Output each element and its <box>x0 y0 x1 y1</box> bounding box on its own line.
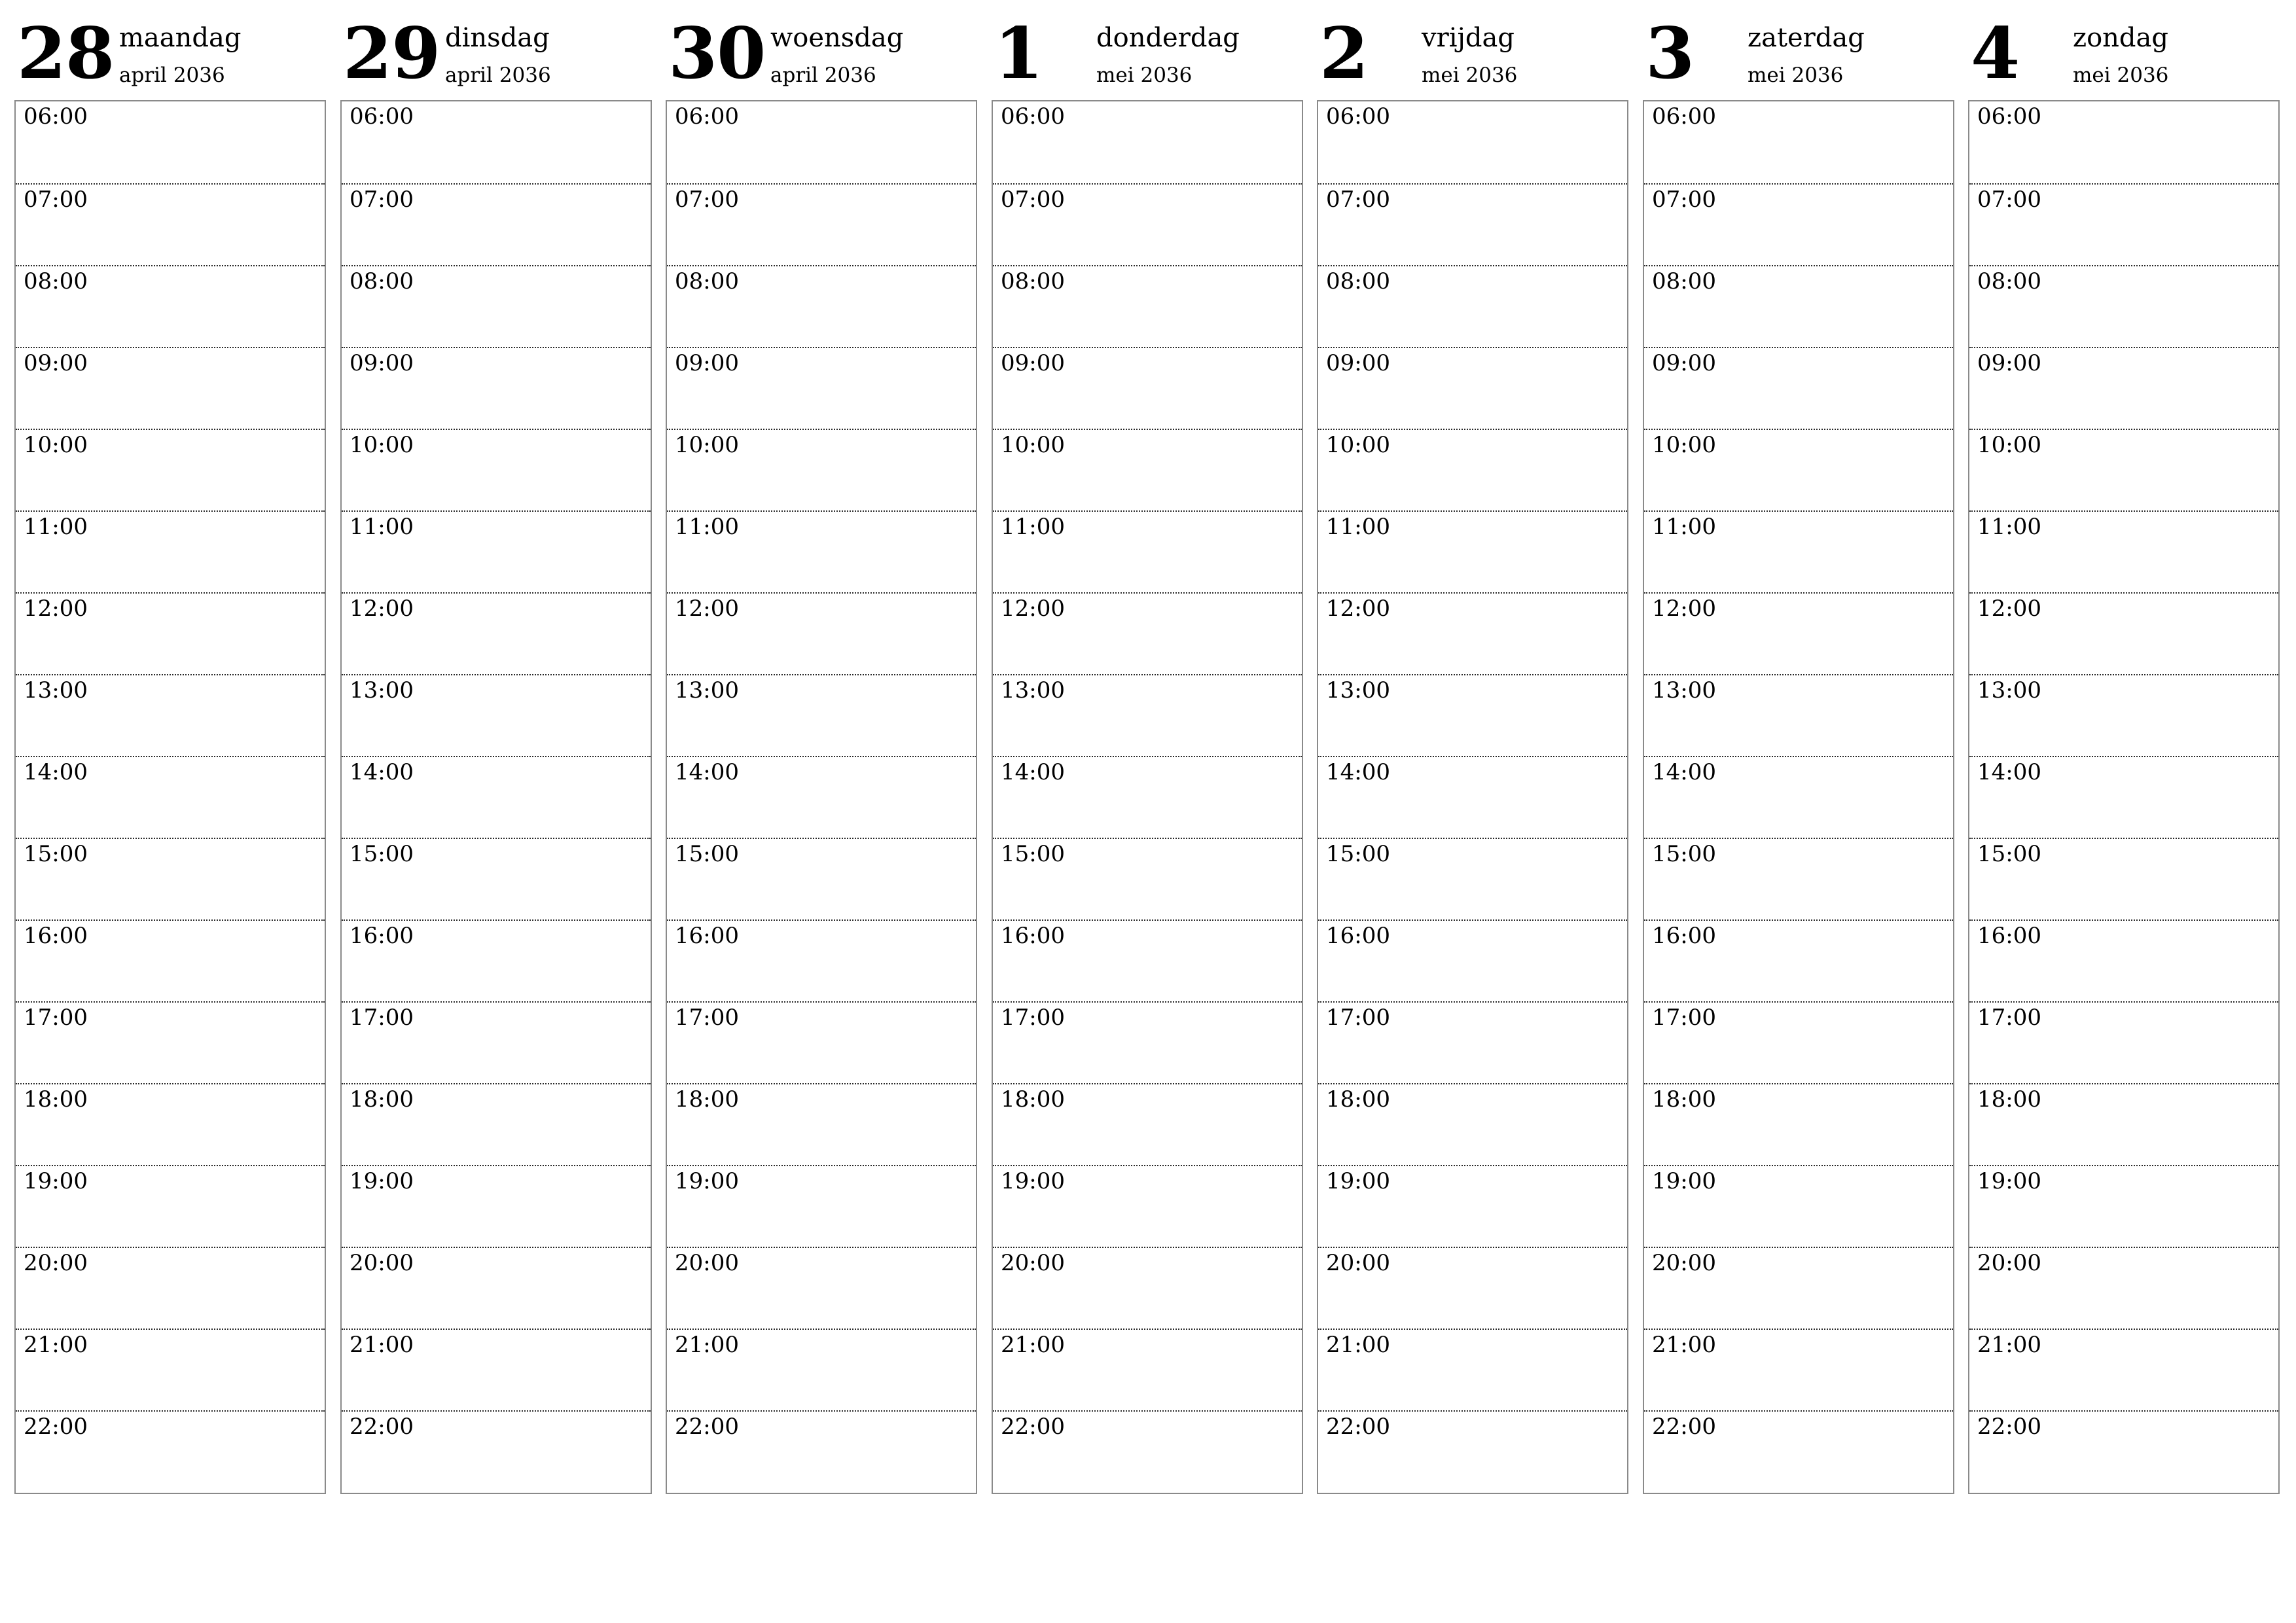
hour-slot[interactable] <box>16 347 325 429</box>
hour-label: 08:00 <box>1326 268 1390 294</box>
hour-slot[interactable] <box>342 756 651 838</box>
hour-slot[interactable] <box>1969 1083 2278 1165</box>
hour-slot[interactable] <box>667 1083 976 1165</box>
hour-label: 21:00 <box>675 1332 739 1358</box>
hour-slot[interactable] <box>1969 429 2278 510</box>
hour-label: 19:00 <box>1652 1168 1716 1194</box>
day-number: 28 <box>17 12 115 95</box>
hour-label: 06:00 <box>675 103 739 130</box>
hour-slot[interactable] <box>342 1410 651 1492</box>
hour-slot[interactable] <box>1644 265 1953 347</box>
hour-label: 20:00 <box>350 1250 414 1276</box>
hour-label: 17:00 <box>1326 1005 1390 1031</box>
hour-label: 21:00 <box>350 1332 414 1358</box>
hour-label: 17:00 <box>24 1005 88 1031</box>
hour-slot[interactable] <box>667 919 976 1001</box>
hour-label: 22:00 <box>350 1414 414 1440</box>
hour-slot[interactable] <box>1644 756 1953 838</box>
hour-label: 10:00 <box>24 432 88 458</box>
hour-label: 09:00 <box>350 350 414 376</box>
hour-label: 22:00 <box>1001 1414 1065 1440</box>
hour-slot[interactable] <box>667 592 976 674</box>
hour-slot[interactable] <box>1644 674 1953 756</box>
hour-label: 07:00 <box>1001 187 1065 213</box>
hour-label: 17:00 <box>350 1005 414 1031</box>
hour-slot[interactable] <box>16 510 325 592</box>
hour-slot[interactable] <box>993 919 1302 1001</box>
hour-slot[interactable] <box>342 1247 651 1329</box>
hour-label: 22:00 <box>24 1414 88 1440</box>
hour-label: 06:00 <box>1326 103 1390 130</box>
hour-label: 19:00 <box>675 1168 739 1194</box>
hour-slot[interactable] <box>1969 1329 2278 1410</box>
hour-label: 15:00 <box>1652 841 1716 867</box>
hour-slot[interactable] <box>1969 674 2278 756</box>
hour-slot[interactable] <box>1318 265 1627 347</box>
hour-slot[interactable] <box>667 1001 976 1083</box>
hour-label: 11:00 <box>1001 514 1065 540</box>
hour-slot[interactable] <box>667 756 976 838</box>
month-year: mei 2036 <box>1422 63 1518 87</box>
weekday-name: donderdag <box>1096 23 1240 53</box>
hour-slot[interactable] <box>667 1247 976 1329</box>
hour-slot[interactable] <box>667 674 976 756</box>
hour-slot[interactable] <box>1318 1247 1627 1329</box>
hour-label: 12:00 <box>24 596 88 622</box>
hour-label: 21:00 <box>1652 1332 1716 1358</box>
hour-label: 13:00 <box>1652 677 1716 704</box>
hour-slot[interactable] <box>1644 510 1953 592</box>
hour-slot[interactable] <box>1969 838 2278 919</box>
hour-slot[interactable] <box>667 510 976 592</box>
hour-label: 21:00 <box>24 1332 88 1358</box>
hour-label: 22:00 <box>1326 1414 1390 1440</box>
hour-label: 08:00 <box>1652 268 1716 294</box>
hour-label: 20:00 <box>1326 1250 1390 1276</box>
hour-slot[interactable] <box>342 429 651 510</box>
hour-label: 14:00 <box>1001 759 1065 785</box>
hour-label: 11:00 <box>350 514 414 540</box>
hour-slot[interactable] <box>1644 1410 1953 1492</box>
hour-slot[interactable] <box>993 674 1302 756</box>
hour-slot[interactable] <box>16 1165 325 1247</box>
hour-slot[interactable] <box>1318 919 1627 1001</box>
hour-slot[interactable] <box>16 265 325 347</box>
hour-label: 11:00 <box>1652 514 1716 540</box>
month-year: mei 2036 <box>1096 63 1193 87</box>
hour-slot[interactable] <box>667 183 976 265</box>
day-header <box>1968 0 2280 98</box>
day-header <box>1317 0 1628 98</box>
hour-label: 11:00 <box>675 514 739 540</box>
hour-label: 10:00 <box>675 432 739 458</box>
hour-label: 12:00 <box>1326 596 1390 622</box>
hour-label: 07:00 <box>1652 187 1716 213</box>
hour-label: 08:00 <box>24 268 88 294</box>
hour-slot[interactable] <box>1644 1247 1953 1329</box>
hour-slot[interactable] <box>993 1165 1302 1247</box>
hour-label: 13:00 <box>24 677 88 704</box>
hour-slot[interactable] <box>1644 429 1953 510</box>
hour-label: 11:00 <box>24 514 88 540</box>
hour-label: 18:00 <box>1652 1086 1716 1113</box>
hour-label: 12:00 <box>1977 596 2041 622</box>
hour-label: 18:00 <box>1001 1086 1065 1113</box>
hour-label: 10:00 <box>1326 432 1390 458</box>
hour-label: 06:00 <box>1001 103 1065 130</box>
hour-slot[interactable] <box>16 838 325 919</box>
hour-slot[interactable] <box>342 1001 651 1083</box>
month-year: april 2036 <box>445 63 551 87</box>
hour-label: 06:00 <box>1652 103 1716 130</box>
hour-label: 07:00 <box>24 187 88 213</box>
hour-slot[interactable] <box>342 838 651 919</box>
hour-label: 18:00 <box>24 1086 88 1113</box>
day-number: 2 <box>1319 12 1369 95</box>
hour-slot[interactable] <box>1318 1410 1627 1492</box>
hour-slot[interactable] <box>342 510 651 592</box>
hour-label: 12:00 <box>1652 596 1716 622</box>
hour-slot[interactable] <box>667 429 976 510</box>
hour-label: 19:00 <box>350 1168 414 1194</box>
hour-label: 12:00 <box>675 596 739 622</box>
hour-slot[interactable] <box>342 592 651 674</box>
hour-slot[interactable] <box>1644 1329 1953 1410</box>
weekday-name: zondag <box>2073 23 2168 53</box>
hour-slot[interactable] <box>1318 429 1627 510</box>
hour-slot[interactable] <box>1318 1329 1627 1410</box>
hour-label: 15:00 <box>1977 841 2041 867</box>
hour-slot[interactable] <box>1318 756 1627 838</box>
hour-slot[interactable] <box>1318 183 1627 265</box>
hour-slot[interactable] <box>342 183 651 265</box>
hour-label: 22:00 <box>1652 1414 1716 1440</box>
hour-label: 15:00 <box>675 841 739 867</box>
hour-grid <box>666 100 977 1494</box>
hour-slot[interactable] <box>1969 1001 2278 1083</box>
hour-slot[interactable] <box>1318 1083 1627 1165</box>
hour-slot[interactable] <box>342 674 651 756</box>
hour-label: 07:00 <box>1326 187 1390 213</box>
hour-label: 15:00 <box>350 841 414 867</box>
hour-grid <box>1317 100 1628 1494</box>
hour-label: 07:00 <box>675 187 739 213</box>
hour-slot[interactable] <box>1318 347 1627 429</box>
hour-slot[interactable] <box>993 1083 1302 1165</box>
hour-grid <box>992 100 1303 1494</box>
hour-slot[interactable] <box>993 347 1302 429</box>
hour-slot[interactable] <box>993 1247 1302 1329</box>
hour-label: 13:00 <box>350 677 414 704</box>
hour-label: 08:00 <box>1001 268 1065 294</box>
hour-grid <box>340 100 652 1494</box>
hour-slot[interactable] <box>16 183 325 265</box>
hour-label: 16:00 <box>1977 923 2041 949</box>
weekly-planner <box>14 0 2292 1505</box>
day-number: 4 <box>1971 12 2020 95</box>
day-header <box>14 0 326 98</box>
hour-slot[interactable] <box>1644 592 1953 674</box>
hour-slot[interactable] <box>993 510 1302 592</box>
hour-slot[interactable] <box>993 429 1302 510</box>
hour-label: 14:00 <box>350 759 414 785</box>
hour-slot[interactable] <box>16 1001 325 1083</box>
hour-label: 19:00 <box>1001 1168 1065 1194</box>
hour-label: 18:00 <box>350 1086 414 1113</box>
hour-slot[interactable] <box>16 429 325 510</box>
hour-slot[interactable] <box>1644 1001 1953 1083</box>
hour-label: 09:00 <box>24 350 88 376</box>
hour-slot[interactable] <box>16 674 325 756</box>
hour-slot[interactable] <box>993 838 1302 919</box>
hour-grid <box>14 100 326 1494</box>
hour-slot[interactable] <box>1644 1165 1953 1247</box>
hour-slot[interactable] <box>1318 101 1627 183</box>
weekday-name: dinsdag <box>445 23 550 53</box>
weekday-name: woensdag <box>770 23 904 53</box>
hour-slot[interactable] <box>16 919 325 1001</box>
hour-slot[interactable] <box>1318 1001 1627 1083</box>
hour-label: 16:00 <box>1652 923 1716 949</box>
hour-label: 19:00 <box>1326 1168 1390 1194</box>
hour-slot[interactable] <box>993 1410 1302 1492</box>
hour-slot[interactable] <box>1969 919 2278 1001</box>
month-year: mei 2036 <box>1748 63 1844 87</box>
hour-slot[interactable] <box>16 592 325 674</box>
hour-slot[interactable] <box>1318 510 1627 592</box>
hour-label: 14:00 <box>1326 759 1390 785</box>
hour-label: 09:00 <box>1001 350 1065 376</box>
hour-grid <box>1643 100 1954 1494</box>
hour-label: 06:00 <box>350 103 414 130</box>
hour-slot[interactable] <box>16 101 325 183</box>
hour-label: 15:00 <box>24 841 88 867</box>
hour-slot[interactable] <box>342 101 651 183</box>
hour-label: 17:00 <box>1652 1005 1716 1031</box>
weekday-name: zaterdag <box>1748 23 1865 53</box>
hour-slot[interactable] <box>993 1001 1302 1083</box>
hour-slot[interactable] <box>1644 101 1953 183</box>
hour-slot[interactable] <box>1969 183 2278 265</box>
hour-label: 12:00 <box>1001 596 1065 622</box>
hour-label: 15:00 <box>1326 841 1390 867</box>
hour-slot[interactable] <box>667 1165 976 1247</box>
hour-label: 19:00 <box>1977 1168 2041 1194</box>
hour-slot[interactable] <box>1644 347 1953 429</box>
hour-slot[interactable] <box>1644 1083 1953 1165</box>
hour-label: 17:00 <box>1001 1005 1065 1031</box>
hour-slot[interactable] <box>16 756 325 838</box>
hour-slot[interactable] <box>1318 674 1627 756</box>
hour-label: 07:00 <box>1977 187 2041 213</box>
hour-label: 20:00 <box>1652 1250 1716 1276</box>
hour-label: 09:00 <box>1652 350 1716 376</box>
hour-label: 14:00 <box>1977 759 2041 785</box>
hour-label: 16:00 <box>1001 923 1065 949</box>
hour-label: 18:00 <box>1326 1086 1390 1113</box>
hour-slot[interactable] <box>1644 919 1953 1001</box>
hour-slot[interactable] <box>993 265 1302 347</box>
hour-slot[interactable] <box>1969 1247 2278 1329</box>
hour-label: 20:00 <box>24 1250 88 1276</box>
hour-label: 10:00 <box>1652 432 1716 458</box>
hour-label: 11:00 <box>1326 514 1390 540</box>
hour-label: 09:00 <box>675 350 739 376</box>
hour-slot[interactable] <box>993 101 1302 183</box>
hour-label: 09:00 <box>1326 350 1390 376</box>
hour-slot[interactable] <box>342 347 651 429</box>
weekday-name: vrijdag <box>1422 23 1515 53</box>
hour-slot[interactable] <box>1969 756 2278 838</box>
hour-slot[interactable] <box>1969 510 2278 592</box>
hour-label: 16:00 <box>350 923 414 949</box>
weekday-name: maandag <box>119 23 242 53</box>
hour-slot[interactable] <box>1644 183 1953 265</box>
hour-label: 12:00 <box>350 596 414 622</box>
hour-slot[interactable] <box>342 919 651 1001</box>
hour-label: 06:00 <box>1977 103 2041 130</box>
hour-label: 10:00 <box>350 432 414 458</box>
hour-slot[interactable] <box>667 347 976 429</box>
hour-label: 13:00 <box>1977 677 2041 704</box>
hour-label: 11:00 <box>1977 514 2041 540</box>
hour-label: 08:00 <box>675 268 739 294</box>
hour-slot[interactable] <box>1969 1165 2278 1247</box>
hour-slot[interactable] <box>1318 1165 1627 1247</box>
hour-slot[interactable] <box>667 1329 976 1410</box>
hour-slot[interactable] <box>1969 347 2278 429</box>
hour-label: 08:00 <box>1977 268 2041 294</box>
hour-slot[interactable] <box>667 1410 976 1492</box>
hour-label: 10:00 <box>1977 432 2041 458</box>
hour-slot[interactable] <box>667 265 976 347</box>
hour-label: 08:00 <box>350 268 414 294</box>
hour-label: 14:00 <box>675 759 739 785</box>
hour-slot[interactable] <box>993 592 1302 674</box>
day-header <box>340 0 652 98</box>
hour-label: 13:00 <box>675 677 739 704</box>
hour-label: 07:00 <box>350 187 414 213</box>
hour-label: 16:00 <box>675 923 739 949</box>
day-number: 1 <box>994 12 1043 95</box>
hour-slot[interactable] <box>16 1329 325 1410</box>
hour-label: 21:00 <box>1326 1332 1390 1358</box>
hour-label: 17:00 <box>1977 1005 2041 1031</box>
hour-label: 10:00 <box>1001 432 1065 458</box>
hour-label: 22:00 <box>1977 1414 2041 1440</box>
hour-label: 18:00 <box>1977 1086 2041 1113</box>
hour-slot[interactable] <box>667 838 976 919</box>
hour-label: 20:00 <box>675 1250 739 1276</box>
month-year: mei 2036 <box>2073 63 2169 87</box>
hour-grid <box>1968 100 2280 1494</box>
hour-label: 19:00 <box>24 1168 88 1194</box>
month-year: april 2036 <box>770 63 876 87</box>
hour-label: 13:00 <box>1001 677 1065 704</box>
hour-label: 21:00 <box>1001 1332 1065 1358</box>
hour-label: 15:00 <box>1001 841 1065 867</box>
hour-slot[interactable] <box>1969 265 2278 347</box>
hour-slot[interactable] <box>993 183 1302 265</box>
hour-slot[interactable] <box>993 1329 1302 1410</box>
hour-slot[interactable] <box>342 1329 651 1410</box>
day-number: 3 <box>1645 12 1695 95</box>
hour-label: 06:00 <box>24 103 88 130</box>
hour-slot[interactable] <box>993 756 1302 838</box>
hour-label: 09:00 <box>1977 350 2041 376</box>
hour-label: 20:00 <box>1001 1250 1065 1276</box>
hour-label: 18:00 <box>675 1086 739 1113</box>
day-number: 30 <box>668 12 766 95</box>
hour-slot[interactable] <box>342 1083 651 1165</box>
hour-slot[interactable] <box>16 1247 325 1329</box>
day-number: 29 <box>343 12 440 95</box>
hour-slot[interactable] <box>1969 592 2278 674</box>
hour-label: 21:00 <box>1977 1332 2041 1358</box>
hour-slot[interactable] <box>16 1410 325 1492</box>
hour-slot[interactable] <box>1318 838 1627 919</box>
day-header <box>1643 0 1954 98</box>
hour-slot[interactable] <box>16 1083 325 1165</box>
hour-label: 13:00 <box>1326 677 1390 704</box>
month-year: april 2036 <box>119 63 225 87</box>
hour-label: 16:00 <box>24 923 88 949</box>
day-header <box>666 0 977 98</box>
hour-slot[interactable] <box>667 101 976 183</box>
hour-slot[interactable] <box>1318 592 1627 674</box>
hour-slot[interactable] <box>342 1165 651 1247</box>
hour-slot[interactable] <box>1644 838 1953 919</box>
hour-slot[interactable] <box>1969 101 2278 183</box>
hour-label: 14:00 <box>1652 759 1716 785</box>
hour-slot[interactable] <box>342 265 651 347</box>
hour-label: 17:00 <box>675 1005 739 1031</box>
day-header <box>992 0 1303 98</box>
hour-slot[interactable] <box>1969 1410 2278 1492</box>
hour-label: 22:00 <box>675 1414 739 1440</box>
hour-label: 16:00 <box>1326 923 1390 949</box>
hour-label: 14:00 <box>24 759 88 785</box>
hour-label: 20:00 <box>1977 1250 2041 1276</box>
